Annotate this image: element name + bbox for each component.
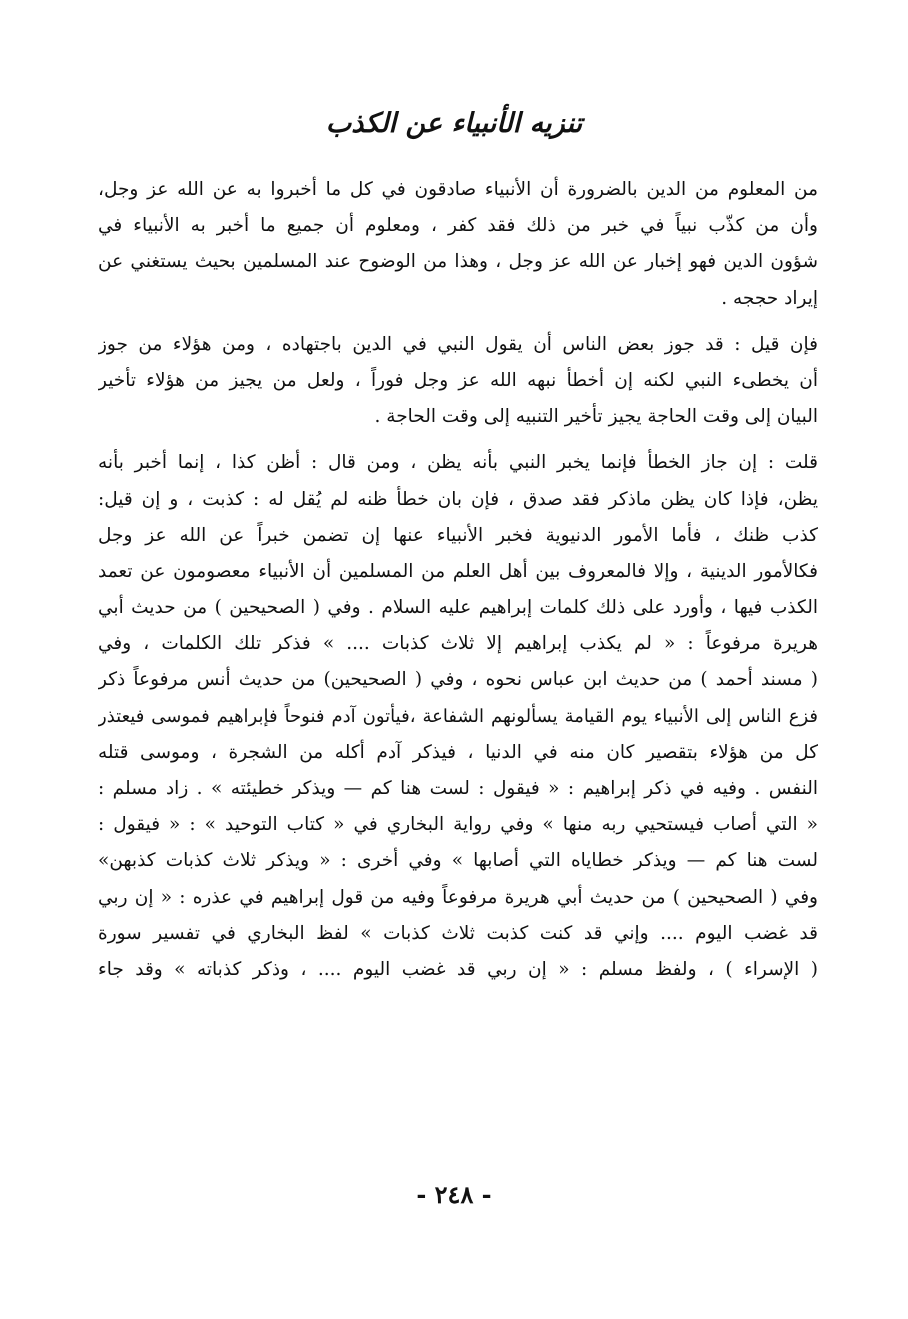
text-line: النفس . وفيه في ذكر إبراهيم : « فيقول : لست هنا كم — ويذكر خطيئته » . زاد مسلم : bbox=[98, 778, 818, 799]
text-line: قد غضب اليوم .... وإني قد كنت كذبت ثلاث كذبات » لفظ البخاري في تفسير سورة bbox=[98, 922, 818, 944]
paragraph bbox=[98, 327, 818, 436]
text-line: أن يخطىء النبي لكنه إن أخطأ نبهه الله عز وجل فوراً ، ولعل من يجيز من هؤلاء تأخير bbox=[98, 369, 818, 391]
text-line: كل من هؤلاء بتقصير كان منه في الدنيا ، فيذكر آدم أكله من الشجرة ، وموسى قتله bbox=[98, 741, 818, 763]
text-line: وأن من كذّب نبياً في خبر من ذلك فقد كفر ، ومعلوم أن جميع ما أخبر به الأنبياء في bbox=[98, 215, 818, 237]
text-line: قلت : إن جاز الخطأ فإنما يخبر النبي بأنه يظن ، ومن قال : أظن كذا ، إنما أخبر بأنه bbox=[98, 452, 818, 474]
page-title: تنزيه الأنبياء عن الكذب bbox=[325, 108, 583, 139]
text-line: يظن، فإذا كان يظن ماذكر فقد صدق ، فإن بان خطأ ظنه لم يُقل له : كذبت ، و إن قيل: bbox=[98, 488, 818, 510]
text-line: ( الإسراء ) ، ولفظ مسلم : « إن ربي قد غضب اليوم .... ، وذكر كذباته » وقد جاء bbox=[98, 958, 818, 980]
text-line: ( مسند أحمد ) من حديث ابن عباس نحوه ، وفي ( الصحيحين) من حديث أنس مرفوعاً ذكر bbox=[98, 669, 818, 691]
paragraph bbox=[98, 445, 818, 988]
text-line: إيراد حججه . bbox=[721, 287, 818, 309]
text-line: لست هنا كم — ويذكر خطاياه التي أصابها » وفي أخرى : « ويذكر ثلاث كذبات كذبهن» bbox=[98, 850, 818, 872]
text-line: فزع الناس إلى الأنبياء يوم القيامة يسألونهم الشفاعة ،فيأتون آدم فنوحاً فإبراهيم فموسى فيعتذر bbox=[98, 705, 818, 727]
page-number: - ٢٤٨ - bbox=[416, 1180, 492, 1209]
text-line: شؤون الدين فهو إخبار عن الله عز وجل ، وهذا من الوضوح عند المسلمين بحيث يستغني عن bbox=[98, 251, 818, 273]
body-text bbox=[98, 172, 818, 988]
text-line: كذب ظنك ، فأما الأمور الدنيوية فخبر الأنبياء عنها إن تضمن خبراً عن الله عز وجل bbox=[98, 524, 818, 546]
text-line: الكذب فيها ، وأورد على ذلك كلمات إبراهيم عليه السلام . وفي ( الصحيحين ) من حديث أبي bbox=[98, 597, 818, 619]
paragraph bbox=[98, 172, 818, 317]
text-line: البيان إلى وقت الحاجة يجيز تأخير التنبيه إلى وقت الحاجة . bbox=[374, 406, 818, 428]
text-line: وفي ( الصحيحين ) من حديث أبي هريرة مرفوعاً وفيه من قول إبراهيم في عذره : « إن ربي bbox=[98, 886, 818, 908]
text-line: هريرة مرفوعاً : « لم يكذب إبراهيم إلا ثلاث كذبات .... » فذكر تلك الكلمات ، وفي bbox=[98, 633, 818, 655]
text-line: فكالأمور الدينية ، وإلا فالمعروف بين أهل العلم من المسلمين أن الأنبياء معصومون عن تعمد bbox=[98, 560, 818, 582]
text-line: من المعلوم من الدين بالضرورة أن الأنبياء صادقون في كل ما أخبروا به عن الله عز وجل، bbox=[98, 179, 818, 200]
text-line: « التي أصاب فيستحيي ربه منها » وفي رواية البخاري في « كتاب التوحيد » : « فيقول : bbox=[98, 814, 818, 836]
text-line: فإن قيل : قد جوز بعض الناس أن يقول النبي في الدين باجتهاده ، ومن هؤلاء من جوز bbox=[98, 333, 818, 355]
